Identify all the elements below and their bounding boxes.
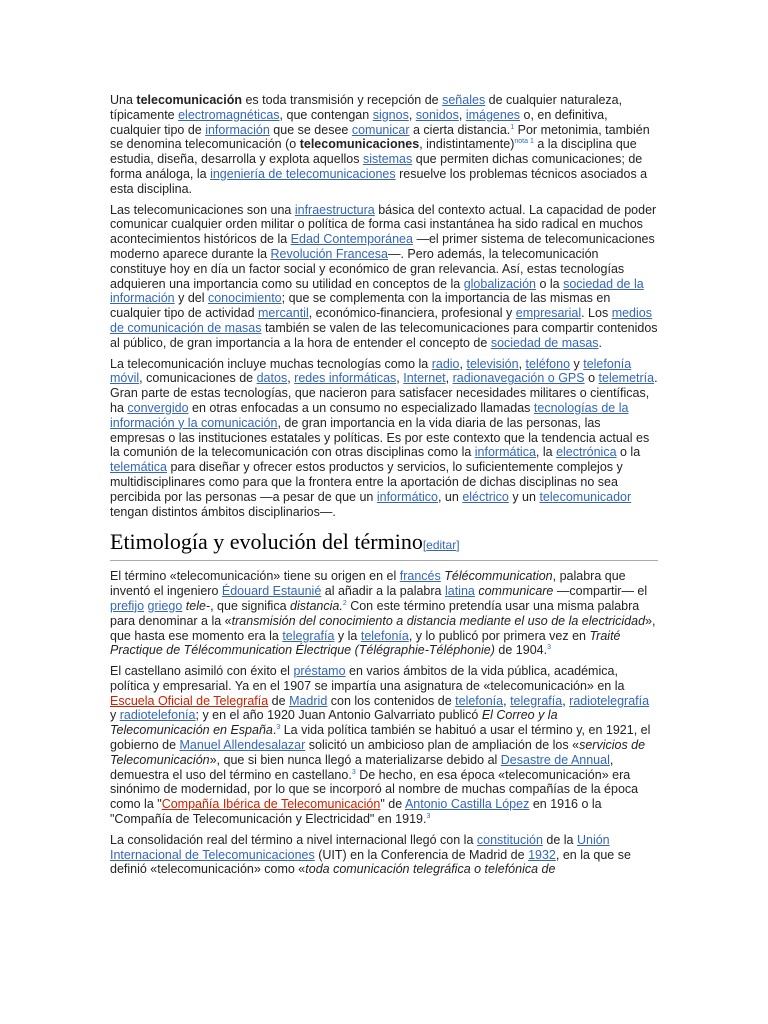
reference-link[interactable]: 1 bbox=[510, 123, 515, 131]
text-run: y la bbox=[334, 628, 361, 643]
italic-text: Traité Practique de Télécommunication Électrique (Télégraphie-Téléphonie) bbox=[110, 628, 621, 658]
wiki-link[interactable]: datos bbox=[256, 371, 288, 386]
wiki-link[interactable]: teléfono bbox=[525, 356, 571, 371]
text-run: , bbox=[408, 107, 416, 122]
edit-link[interactable]: editar bbox=[426, 538, 457, 553]
text-run: en otras enfocadas a un consumo no especializado llamadas bbox=[188, 400, 534, 415]
text-run: De hecho, en esa época «telecomunicación» era sinónimo de modernidad, por lo que se incorporó al nombre de muchas compañías de la época como la " bbox=[110, 767, 639, 812]
text-run: , y lo publicó por primera vez en bbox=[408, 628, 590, 643]
text-run: , bbox=[445, 371, 453, 386]
wiki-link[interactable]: eléctrico bbox=[462, 489, 509, 504]
italic-text: toda comunicación telegráfica o telefónica de bbox=[305, 862, 556, 877]
wiki-link[interactable]: televisión bbox=[466, 356, 519, 371]
text-run: (UIT) en la Conferencia de Madrid de bbox=[314, 847, 529, 862]
wiki-link[interactable]: mercantil bbox=[258, 306, 309, 321]
red-wiki-link[interactable]: Compañía Ibérica de Telecomunicación bbox=[161, 797, 381, 812]
reference-link[interactable]: 3 bbox=[547, 644, 551, 652]
wiki-link[interactable]: Revolución Francesa bbox=[270, 246, 388, 261]
wiki-link[interactable]: Unión Internacional de Telecomunicaciones bbox=[110, 832, 610, 862]
wiki-link[interactable]: electrónica bbox=[556, 445, 617, 460]
wiki-link[interactable]: tecnologías de la información y la comunicación bbox=[110, 400, 629, 430]
text-run: , bbox=[459, 356, 467, 371]
edit-section-link bbox=[423, 538, 460, 552]
wiki-link[interactable]: griego bbox=[147, 598, 183, 613]
wiki-link[interactable]: signos bbox=[372, 107, 409, 122]
text-run: , en la que se definió «telecomunicación» como « bbox=[110, 847, 631, 877]
text-run: de cualquier naturaleza, típicamente bbox=[110, 93, 623, 122]
text-run: El castellano asimiló con éxito el bbox=[110, 664, 294, 679]
wiki-link[interactable]: ingeniería de telecomunicaciones bbox=[210, 166, 396, 181]
wiki-link[interactable]: telegrafía bbox=[510, 693, 563, 708]
reference-link[interactable]: 3 bbox=[426, 812, 431, 820]
text-run: , comunicaciones de bbox=[139, 371, 257, 386]
wiki-link[interactable]: comunicar bbox=[351, 122, 410, 137]
text-run: . bbox=[598, 335, 602, 350]
text-run: de la bbox=[542, 832, 577, 847]
wiki-link[interactable]: información bbox=[205, 122, 270, 137]
wiki-link[interactable]: radiotelefonía bbox=[119, 708, 196, 723]
text-run: y bbox=[110, 708, 120, 723]
text-run: para diseñar y ofrecer estos productos y servicios, lo suficientemente complejos y multidisciplinares como para que la frontera entre la aportación de dichas disciplinas no sea percibida por las personas —a pesar de que un bbox=[110, 460, 623, 504]
wiki-link[interactable]: radiotelegrafía bbox=[569, 693, 650, 708]
wiki-link[interactable]: informática bbox=[474, 445, 536, 460]
wiki-link[interactable]: conocimiento bbox=[207, 291, 282, 306]
red-wiki-link[interactable]: Escuela Oficial de Telegrafía bbox=[110, 693, 269, 708]
wiki-link[interactable]: prefijo bbox=[110, 598, 145, 613]
text-run: en varios ámbitos de la vida pública, académica, política y empresarial. Ya en el 1907 se impartía una asignatura de «telecomunicación» en la bbox=[110, 664, 625, 693]
text-run: de 1904. bbox=[494, 643, 548, 658]
text-run: , demuestra el uso del término en castellano. bbox=[110, 752, 614, 782]
text-run: , bbox=[562, 693, 570, 708]
wiki-link[interactable]: infraestructura bbox=[294, 202, 375, 217]
text-run: y del bbox=[174, 291, 208, 306]
wiki-link[interactable]: informático bbox=[376, 489, 438, 504]
wiki-link[interactable]: redes informáticas bbox=[294, 371, 397, 386]
text-run: , la bbox=[535, 445, 557, 460]
text-run: resuelve los problemas técnicos asociados a esta disciplina. bbox=[110, 166, 648, 196]
text-run: El término «telecomunicación» tiene su origen en el bbox=[110, 569, 400, 584]
text-run: , bbox=[518, 356, 526, 371]
wiki-link[interactable]: medios de comunicación de masas bbox=[110, 306, 652, 335]
text-run: , indistintamente) bbox=[419, 137, 515, 152]
text-run: , que significa bbox=[210, 598, 291, 613]
text-run: . bbox=[272, 723, 277, 738]
italic-text: Télécommunication bbox=[444, 569, 553, 584]
edit-bracket-close: ] bbox=[456, 538, 460, 553]
paragraph bbox=[110, 93, 658, 197]
italic-text: servicios de Telecomunicación bbox=[110, 738, 646, 767]
reference-link[interactable]: 2 bbox=[342, 599, 347, 607]
text-run: , bbox=[458, 107, 466, 122]
paragraph bbox=[110, 357, 658, 520]
text-run: . Gran parte de estas tecnologías, que nacieron para satisfacer necesidades militares o científicas, ha bbox=[110, 371, 658, 415]
text-run: Por metonimia, también se denomina telecomunicación (o bbox=[110, 122, 650, 152]
section-heading-title: Etimología y evolución del término bbox=[110, 529, 423, 555]
italic-text: transmisión del conocimiento a distancia mediante el uso de la electricidad bbox=[231, 613, 646, 628]
wiki-link[interactable]: radionavegación o GPS bbox=[452, 371, 585, 386]
reference-link[interactable]: 3 bbox=[276, 724, 281, 732]
text-run: o la bbox=[535, 276, 564, 291]
reference-link[interactable]: nota 1 bbox=[514, 138, 534, 146]
wiki-link[interactable]: Internet bbox=[403, 371, 446, 386]
text-run: en 1916 o la "Compañía de Telecomunicación y Electricidad" en 1919. bbox=[110, 797, 602, 827]
wiki-link[interactable]: latina bbox=[444, 584, 475, 599]
text-run: . Los bbox=[581, 306, 612, 321]
wiki-link[interactable]: telefonía bbox=[360, 628, 409, 643]
text-run: es toda transmisión y recepción de bbox=[242, 93, 443, 107]
wiki-link[interactable]: globalización bbox=[463, 276, 536, 291]
wiki-link[interactable]: señales bbox=[442, 93, 486, 107]
text-run: ; y en el año 1920 Juan Antonio Galvarriato publicó bbox=[195, 708, 482, 723]
text-run: , palabra que inventó el ingeniero bbox=[110, 569, 626, 599]
wiki-link[interactable]: electromagnéticas bbox=[178, 107, 280, 122]
text-run: ; que se complementa con la importancia de las mismas en cualquier tipo de actividad bbox=[110, 291, 611, 321]
italic-text: communicare bbox=[478, 584, 554, 599]
text-run: », que si bien nunca llegó a materializarse debido al bbox=[209, 752, 501, 767]
wiki-link[interactable]: empresarial bbox=[515, 306, 582, 321]
article-body bbox=[110, 93, 658, 883]
wiki-link[interactable]: Édouard Estaunié bbox=[221, 584, 322, 599]
text-run: », que hasta ese momento era la bbox=[110, 613, 656, 643]
text-run: , bbox=[396, 371, 404, 386]
text-run: Una bbox=[110, 93, 137, 107]
italic-text: distancia. bbox=[290, 598, 343, 613]
wiki-link[interactable]: Antonio Castilla López bbox=[404, 797, 530, 812]
text-run: Las telecomunicaciones son una bbox=[110, 202, 295, 217]
text-run: y un bbox=[508, 489, 540, 504]
text-run: o bbox=[584, 371, 599, 386]
italic-text: tele- bbox=[185, 598, 211, 613]
text-run: tengan distintos ámbitos disciplinarios—. bbox=[110, 504, 336, 519]
text-run: solicitó un ambicioso plan de ampliación de los « bbox=[305, 738, 580, 753]
text-run: o, en definitiva, cualquier tipo de bbox=[110, 107, 608, 137]
text-run: a la disciplina que estudia, diseña, desarrolla y explota aquellos bbox=[110, 137, 637, 167]
text-run: de bbox=[268, 693, 290, 708]
wiki-link[interactable]: francés bbox=[399, 569, 441, 584]
wiki-link[interactable]: préstamo bbox=[293, 664, 346, 679]
text-run: , bbox=[503, 693, 511, 708]
wiki-link[interactable]: telemática bbox=[110, 460, 167, 475]
wiki-link[interactable]: sistemas bbox=[362, 152, 413, 167]
text-run: Con este término pretendía usar una misma palabra para denominar a la « bbox=[110, 598, 640, 628]
text-run: o la bbox=[616, 445, 641, 460]
wiki-link[interactable]: sociedad de masas bbox=[490, 335, 599, 350]
wiki-link[interactable]: telefonía móvil bbox=[110, 356, 632, 386]
wiki-link[interactable]: Manuel Allendesalazar bbox=[179, 738, 306, 753]
paragraph bbox=[110, 664, 658, 827]
text-run: " de bbox=[380, 797, 405, 812]
wiki-link[interactable]: Edad Contemporánea bbox=[290, 232, 413, 247]
paragraph bbox=[110, 833, 658, 877]
wiki-link[interactable]: sociedad de la información bbox=[110, 276, 644, 306]
wiki-link[interactable]: telegrafía bbox=[282, 628, 335, 643]
wiki-link[interactable]: radio bbox=[431, 356, 460, 371]
wiki-link[interactable]: Madrid bbox=[289, 693, 328, 708]
text-run: , un bbox=[437, 489, 463, 504]
wiki-link[interactable]: Desastre de Annual bbox=[500, 752, 610, 767]
bold-text: telecomunicaciones bbox=[299, 137, 420, 152]
paragraph bbox=[110, 569, 658, 658]
bold-text: telecomunicación bbox=[136, 93, 242, 107]
text-run: La telecomunicación incluye muchas tecnologías como la bbox=[110, 356, 432, 371]
text-run: básica del contexto actual. La capacidad de poder comunicar cualquier orden militar o política de forma casi instantánea ha sido radical en muchos acontecimientos históricos de la bbox=[110, 202, 657, 247]
wiki-link[interactable]: telemetría bbox=[598, 371, 655, 386]
wiki-link[interactable]: constitución bbox=[476, 832, 543, 847]
wiki-link[interactable]: convergido bbox=[127, 400, 189, 415]
edit-bracket-open: [ bbox=[422, 538, 427, 553]
italic-text: El Correo y la Telecomunicación en España bbox=[110, 708, 558, 738]
text-run: La vida política también se habituó a usar el término y, en 1921, el gobierno de bbox=[110, 723, 651, 753]
text-run: al añadir a la palabra bbox=[321, 584, 445, 599]
text-run: , bbox=[287, 371, 295, 386]
paragraph bbox=[110, 203, 658, 351]
text-run: a cierta distancia. bbox=[409, 122, 511, 137]
text-run: , que contengan bbox=[279, 107, 373, 122]
wiki-link[interactable]: imágenes bbox=[465, 107, 521, 122]
section-heading bbox=[110, 529, 658, 561]
text-run: también se valen de las telecomunicaciones para compartir contenidos al público, de gran importancia a la hora de entender el concepto de bbox=[110, 320, 658, 350]
text-run: que se desee bbox=[269, 122, 352, 137]
wiki-link[interactable]: telecomunicador bbox=[539, 489, 632, 504]
reference-link[interactable]: 3 bbox=[351, 768, 356, 776]
text-run: , de gran importancia en la vida diaria de las personas, las empresas o las instituciones estatales y políticas. Es por este contexto que la tendencia actual es la comunión de la telecomunicación con otras disciplinas como la bbox=[110, 415, 650, 460]
text-run: —el primer sistema de telecomunicaciones moderno aparece durante la bbox=[110, 232, 655, 261]
wiki-link[interactable]: telefonía bbox=[455, 693, 504, 708]
wiki-link[interactable]: sonidos bbox=[415, 107, 459, 122]
text-run: , económico-financiera, profesional y bbox=[308, 306, 516, 321]
text-run: —compartir— el bbox=[553, 584, 648, 599]
text-run: que permiten dichas comunicaciones; de forma análoga, la bbox=[110, 152, 643, 181]
text-run: La consolidación real del término a nivel internacional llegó con la bbox=[110, 832, 477, 847]
wiki-link[interactable]: 1932 bbox=[528, 847, 556, 862]
text-run: y bbox=[570, 356, 584, 371]
text-run: con los contenidos de bbox=[327, 693, 456, 708]
text-run: —. Pero además, la telecomunicación constituye hoy en día un factor social y económico de gran relevancia. Así, estas tecnologías adquieren una importancia como su utilidad en conceptos de la bbox=[110, 246, 625, 291]
